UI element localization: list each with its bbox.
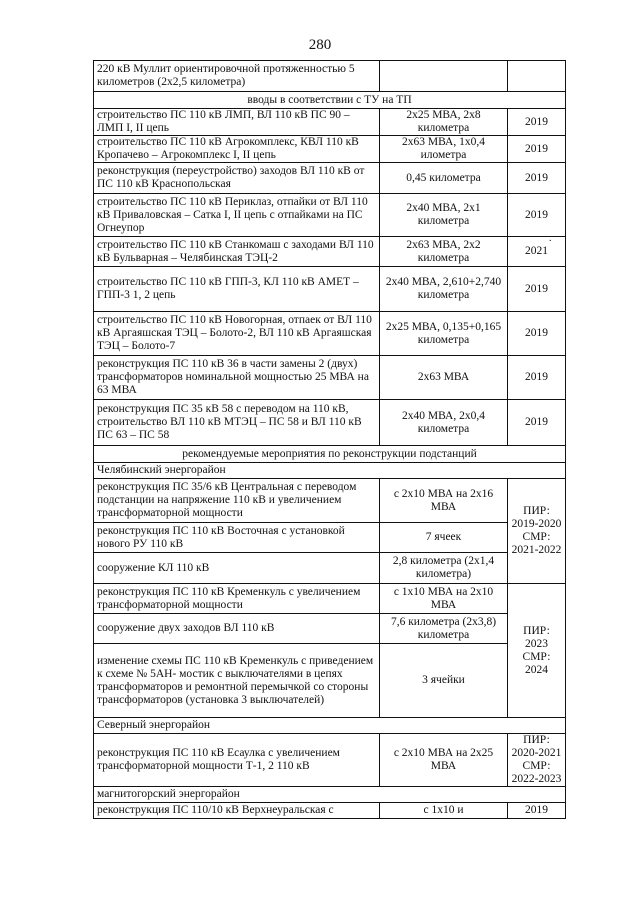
measure-cell: строительство ПС 110 кВ Агрокомплекс, КВЛ 110 кВ Кропачево – Агрокомплекс I, II цепь	[94, 136, 380, 163]
measures-table	[93, 60, 566, 819]
date-cell: 2019	[508, 267, 566, 312]
stray-mark: .	[549, 233, 552, 244]
date-cell: 2019	[508, 136, 566, 163]
section-title-recommended: рекомендуемые мероприятия по реконструкции подстанций	[94, 446, 566, 463]
region-title-chelyabinsk: Челябинский энергорайон	[94, 463, 566, 479]
date-cell: 2021	[508, 237, 566, 267]
capacity-cell: 7,6 километра (2х3,8) километра	[380, 614, 508, 644]
region-title-north: Северный энергорайон	[94, 718, 566, 734]
date-cell: ПИР: 2019-2020 СМР: 2021-2022	[508, 479, 566, 584]
table-row	[94, 109, 566, 136]
table-row	[94, 267, 566, 312]
measure-cell: реконструкция ПС 110 кВ Восточная с установкой нового РУ 110 кВ	[94, 523, 380, 553]
date-cell	[508, 61, 566, 92]
table-row	[94, 61, 566, 92]
capacity-cell: 0,45 километра	[380, 163, 508, 194]
capacity-cell: 2х63 МВА, 2х2 километра	[380, 237, 508, 267]
measure-cell: строительство ПС 110 кВ ГПП-3, КЛ 110 кВ АМЕТ – ГПП-3 1, 2 цепь	[94, 267, 380, 312]
table-row	[94, 312, 566, 356]
table-row	[94, 237, 566, 267]
measure-cell: реконструкция ПС 110 кВ Кременкуль с увеличением трансформаторной мощности	[94, 584, 380, 614]
measure-cell: изменение схемы ПС 110 кВ Кременкуль с приведением к схеме № 5АН- мостик с выключателями в цепях трансформаторов и ремонтной перемычкой со стороны трансформаторов (установка 3 выключателей)	[94, 644, 380, 718]
capacity-cell: 2,8 километра (2х1,4 километра)	[380, 553, 508, 584]
region-title-magnitogorsk: магнитогорский энергорайон	[94, 787, 566, 803]
table-row	[94, 479, 566, 523]
section-header-row	[94, 446, 566, 463]
capacity-cell: 7 ячеек	[380, 523, 508, 553]
measure-cell: сооружение КЛ 110 кВ	[94, 553, 380, 584]
table-row	[94, 356, 566, 400]
section-header-row	[94, 92, 566, 109]
table-row	[94, 400, 566, 446]
date-cell: 2019	[508, 803, 566, 819]
table-row	[94, 553, 566, 584]
capacity-cell: с 1х10 и	[380, 803, 508, 819]
region-row	[94, 718, 566, 734]
table-row	[94, 644, 566, 718]
table-row	[94, 803, 566, 819]
measure-cell: строительство ПС 110 кВ Станкомаш с заходами ВЛ 110 кВ Бульварная – Челябинская ТЭЦ-2	[94, 237, 380, 267]
table-row	[94, 584, 566, 614]
table-row	[94, 136, 566, 163]
measure-cell: реконструкция ПС 110 кВ Есаулка с увеличением трансформаторной мощности Т-1, 2 110 кВ	[94, 734, 380, 787]
date-cell: ПИР: 2023 СМР: 2024	[508, 584, 566, 718]
table-row	[94, 614, 566, 644]
section-title-tu: вводы в соответствии с ТУ на ТП	[94, 92, 566, 109]
measure-cell: реконструкция (переустройство) заходов ВЛ 110 кВ от ПС 110 кВ Краснопольская	[94, 163, 380, 194]
measure-cell: строительство ПС 110 кВ Периклаз, отпайки от ВЛ 110 кВ Приваловская – Сатка I, II цепь с отпайками на ПС Огнеупор	[94, 194, 380, 237]
measure-cell: реконструкция ПС 35 кВ 58 с переводом на 110 кВ, строительство ВЛ 110 кВ МТЭЦ – ПС 58 и ВЛ 110 кВ ПС 63 – ПС 58	[94, 400, 380, 446]
region-row	[94, 787, 566, 803]
date-cell: 2019	[508, 194, 566, 237]
capacity-cell: с 2х10 МВА на 2х16 МВА	[380, 479, 508, 523]
date-cell: 2019	[508, 109, 566, 136]
capacity-cell: 2х40 МВА, 2х0,4 километра	[380, 400, 508, 446]
capacity-cell: с 2х10 МВА на 2х25 МВА	[380, 734, 508, 787]
date-cell: 2019	[508, 356, 566, 400]
capacity-cell: с 1х10 МВА на 2х10 МВА	[380, 584, 508, 614]
date-cell: 2019	[508, 400, 566, 446]
capacity-cell: 2х40 МВА, 2,610+2,740 километра	[380, 267, 508, 312]
date-cell: ПИР: 2020-2021 СМР: 2022-2023	[508, 734, 566, 787]
table-row	[94, 194, 566, 237]
date-cell: 2019	[508, 312, 566, 356]
measure-cell: сооружение двух заходов ВЛ 110 кВ	[94, 614, 380, 644]
measure-cell: реконструкция ПС 35/6 кВ Центральная с переводом подстанции на напряжение 110 кВ и увеличением трансформаторной мощности	[94, 479, 380, 523]
page-number: 280	[308, 37, 332, 53]
capacity-cell: 3 ячейки	[380, 644, 508, 718]
table-row	[94, 163, 566, 194]
region-row	[94, 463, 566, 479]
capacity-cell	[380, 61, 508, 92]
date-cell: 2019	[508, 163, 566, 194]
measure-cell: 220 кВ Муллит ориентировочной протяженностью 5 километров (2х2,5 километра)	[94, 61, 380, 92]
capacity-cell: 2х25 МВА, 2х8 километра	[380, 109, 508, 136]
measure-cell: реконструкция ПС 110/10 кВ Верхнеуральская с	[94, 803, 380, 819]
measure-cell: строительство ПС 110 кВ Новогорная, отпаек от ВЛ 110 кВ Аргаяшская ТЭЦ – Болото-2, ВЛ 110 кВ Аргаяшская ТЭЦ – Болото-7	[94, 312, 380, 356]
capacity-cell: 2х63 МВА	[380, 356, 508, 400]
capacity-cell: 2х25 МВА, 0,135+0,165 километра	[380, 312, 508, 356]
table-row	[94, 734, 566, 787]
capacity-cell: 2х63 МВА, 1х0,4 илометра	[380, 136, 508, 163]
measure-cell: строительство ПС 110 кВ ЛМП, ВЛ 110 кВ ПС 90 – ЛМП I, II цепь	[94, 109, 380, 136]
measure-cell: реконструкция ПС 110 кВ 36 в части замены 2 (двух) трансформаторов номинальной мощностью 25 МВА на 63 МВА	[94, 356, 380, 400]
table-row	[94, 523, 566, 553]
capacity-cell: 2х40 МВА, 2х1 километра	[380, 194, 508, 237]
